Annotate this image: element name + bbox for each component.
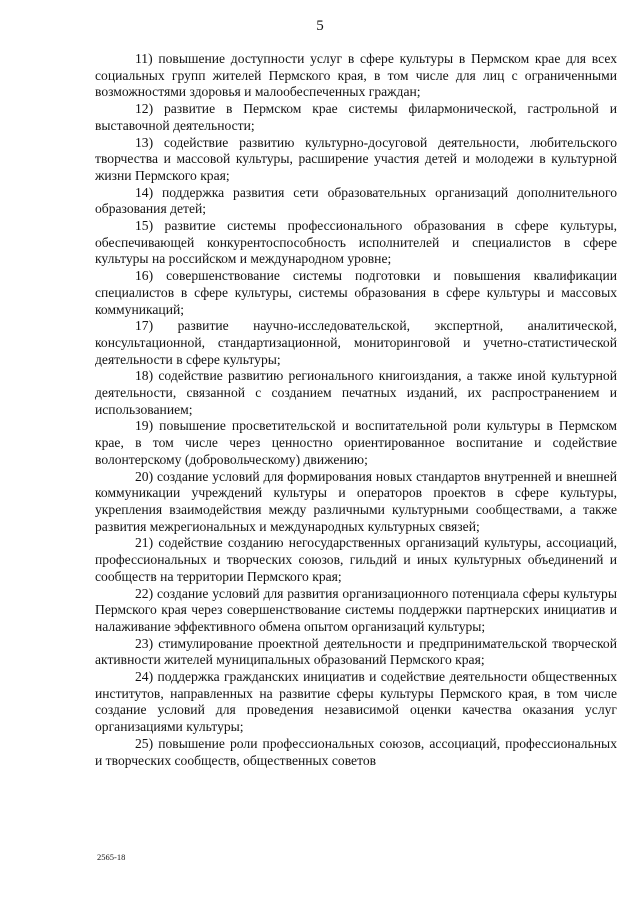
list-item-18: 18) содействие развитию регионального книгоиздания, а также иной культурной деятельности, связанной с созданием печатных изданий, их распространением и использованием; — [95, 368, 617, 417]
list-item-20: 20) создание условий для формирования новых стандартов внутренней и внешней коммуникации учреждений культуры и операторов проектов в сфере культуры, укрепления взаимодействия между различными культурными сообществами, а также развития межрегиональных и международных культурных связей; — [95, 468, 617, 534]
list-item-23: 23) стимулирование проектной деятельности и предпринимательской творческой активности жителей муниципальных образований Пермского края; — [95, 635, 617, 668]
list-item-19: 19) повышение просветительской и воспитательной роли культуры в Пермском крае, в том числе через ценностно ориентированное воспитание и содействие волонтерскому (добровольческому) движению; — [95, 418, 617, 467]
list-item-15: 15) развитие системы профессионального образования в сфере культуры, обеспечивающей конкурентоспособность исполнителей и специалистов в сфере культуры на российском и международном уровне; — [95, 218, 617, 267]
list-item-17: 17) развитие научно-исследовательской, экспертной, аналитической, консультационной, стандартизационной, мониторинговой и учетно-статистической деятельности в сфере культуры; — [95, 318, 617, 367]
document-code: 2565-18 — [97, 852, 126, 862]
list-item-25: 25) повышение роли профессиональных союзов, ассоциаций, профессиональных и творческих сообществ, общественных советов — [95, 735, 617, 768]
list-item-13: 13) содействие развитию культурно-досуговой деятельности, любительского творчества и массовой культуры, расширение участия детей и молодежи в культурной жизни Пермского края; — [95, 134, 617, 183]
list-item-14: 14) поддержка развития сети образовательных организаций дополнительного образования детей; — [95, 184, 617, 217]
list-item-24: 24) поддержка гражданских инициатив и содействие деятельности общественных институтов, направленных на развитие сферы культуры Пермского края, в том числе создание условий для проведения независимой оценки качества оказания услуг организациями культуры; — [95, 669, 617, 735]
list-item-21: 21) содействие созданию негосударственных организаций культуры, ассоциаций, профессиональных и творческих союзов, гильдий и иных культурных объединений и сообществ на территории Пермского края; — [95, 535, 617, 584]
list-item-16: 16) совершенствование системы подготовки и повышения квалификации специалистов в сфере культуры, системы образования в сфере культуры и массовых коммуникаций; — [95, 268, 617, 317]
list-item-12: 12) развитие в Пермском крае системы филармонической, гастрольной и выставочной деятельности; — [95, 101, 617, 133]
page-number: 5 — [316, 18, 324, 34]
list-item-22: 22) создание условий для развития организационного потенциала сферы культуры Пермского края через совершенствование системы поддержки партнерских инициатив и налаживание эффективного обмена опытом организаций культуры; — [95, 585, 617, 634]
body-text — [95, 51, 617, 769]
list-item-11: 11) повышение доступности услуг в сфере культуры в Пермском крае для всех социальных групп жителей Пермского края, в том числе для лиц с ограниченными возможностями здоровья и малообеспеченных граждан; — [95, 51, 617, 100]
